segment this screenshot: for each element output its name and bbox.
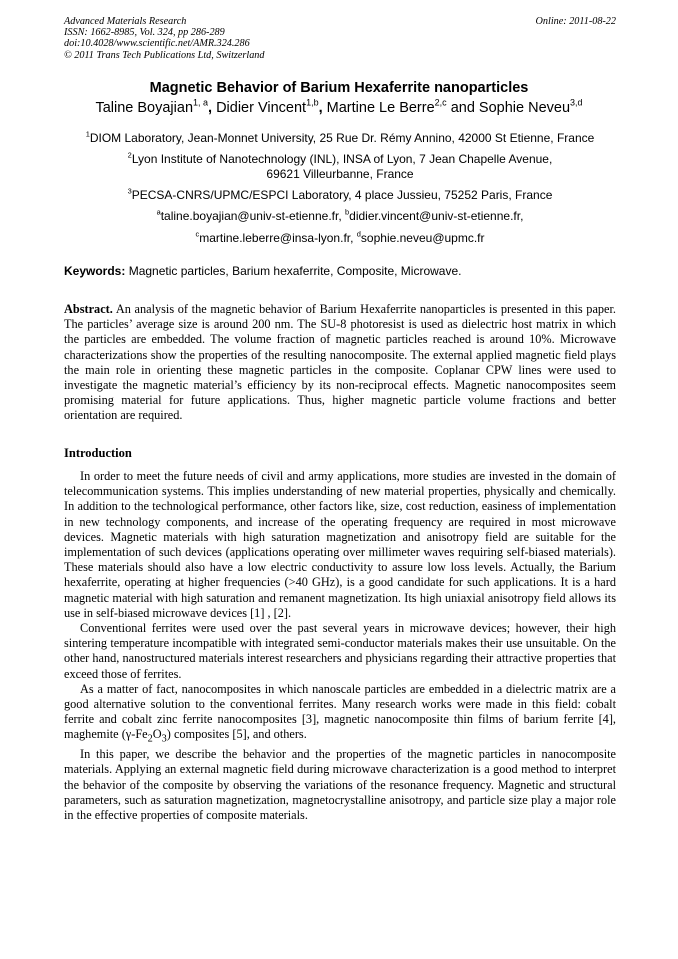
affiliation-3 xyxy=(64,188,616,203)
keywords-label: Keywords: xyxy=(64,264,126,278)
copyright: © 2011 Trans Tech Publications Ltd, Switzerland xyxy=(64,49,265,61)
paragraph xyxy=(64,682,616,747)
introduction-body xyxy=(64,469,616,823)
affiliation-1 xyxy=(64,131,616,146)
affiliation-2 xyxy=(110,152,570,182)
email-sup: a xyxy=(156,207,161,217)
email-sup: c xyxy=(195,229,200,239)
author-sup: 1, a xyxy=(193,97,209,108)
subscript: 2 xyxy=(147,733,153,745)
subscript: 3 xyxy=(161,733,167,745)
email-sup: d xyxy=(356,229,361,239)
abstract-label: Abstract. xyxy=(64,302,113,316)
paragraph-text: As a matter of fact, nanocomposites in which nanoscale particles are embedded in a dielectric matrix are a good alternative solution to the conventional ferrites. Many research works were made in this field: cobalt ferrite and cobalt zinc ferrite nanocomposites [3], magnetic nanocomposite thin films of barium ferrite [4], maghemite (γ-Fe xyxy=(64,681,616,742)
email-address: taline.boyajian@univ-st-etienne.fr, xyxy=(160,209,345,223)
author-sup: 2,c xyxy=(434,97,447,108)
paragraph: Conventional ferrites were used over the past several years in microwave devices; however, their high sintering temperature incompatible with integrated semi-conductor materials makes their use unsuitable. On the other hand, nanostructured materials interest researchers and physicians regarding their attractive properties that exceed those of ferrites. xyxy=(64,621,616,681)
journal-header xyxy=(64,16,616,61)
paragraph: In order to meet the future needs of civil and army applications, more studies are invested in the domain of telecommunication systems. This implies understanding of new material properties, physically and chemically. In addition to the technological performance, other factors like, size, cost reduction, easiness of implementation in new technology components, and increase of the operating frequency are required in most microwave devices. Magnetic materials with high saturation magnetization and anisotropy field are suitable for the implementation of such devices (applications operating over millimeter waves requiring self-biased materials). These materials should also have a low electric conductivity to assure low loss levels. Actually, the Barium hexaferrite, operating at higher frequencies (>40 GHz), is a good candidate for such applications. It is a hard magnetic material with high saturation and remanent magnetization. Its high uniaxial anisotropy field allows its use in self-biased microwave devices [1] , [2]. xyxy=(64,469,616,620)
section-heading-introduction: Introduction xyxy=(64,446,132,460)
email-address: martine.leberre@insa-lyon.fr, xyxy=(199,231,357,245)
email-line-2 xyxy=(64,231,616,246)
abstract-text: An analysis of the magnetic behavior of Barium Hexaferrite nanoparticles is presented in this paper. The particles’ average size is around 200 nm. The SU-8 photoresist is used as dielectric host matrix in which the particles are embedded. The volume fraction of magnetic particles reached is around 10%. Microwave characterizations show the properties of the resulting nanocomposite. The external applied magnetic field plays the main role in orienting these magnetic particles in the composite. Coplanar CPW lines were used to investigate the magnetic material’s efficiency by its non-reciprocal effects. Magnetic nanocomposites seem promising material for future applications. Thus, higher magnetic particle volume fractions and better orientation are required. xyxy=(64,302,616,423)
issn: ISSN: 1662-8985, Vol. 324, pp 286-289 xyxy=(64,27,225,39)
online-date: Online: 2011-08-22 xyxy=(535,16,616,27)
author-separator: , xyxy=(318,100,323,116)
email-address: sophie.neveu@upmc.fr xyxy=(360,231,485,245)
affiliation-sup: 1 xyxy=(85,129,90,139)
author-name: Didier Vincent xyxy=(216,100,307,116)
affiliation-sup: 2 xyxy=(127,150,132,160)
paragraph-text: ) composites [5], and others. xyxy=(166,727,307,742)
affiliation-sup: 3 xyxy=(127,186,132,196)
affiliation-text: DIOM Laboratory, Jean-Monnet University, 25 Rue Dr. Rémy Annino, 42000 St Etienne, France xyxy=(89,131,595,145)
author-name: Taline Boyajian xyxy=(95,100,194,116)
affiliation-text: PECSA-CNRS/UPMC/ESPCI Laboratory, 4 place Jussieu, 75252 Paris, France xyxy=(131,188,553,202)
paragraph: In this paper, we describe the behavior and the properties of the magnetic particles in nanocomposite materials. Applying an external magnetic field during microwave characterization is a good method to interpret the behavior of the composite by observing the variations of the resonance frequency. Magnetic and structural parameters, such as saturation magnetization, magnetocrystalline anisotropy, and particle size play a major role in the effective properties of composite materials. xyxy=(64,747,616,822)
affiliation-text: Lyon Institute of Nanotechnology (INL), INSA of Lyon, 7 Jean Chapelle Avenue, 69621 Villeurbanne, France xyxy=(131,152,553,181)
author-list xyxy=(0,97,678,116)
paragraph-text: O xyxy=(152,727,162,742)
abstract xyxy=(64,302,616,424)
email-address: didier.vincent@univ-st-etienne.fr, xyxy=(349,209,524,223)
author-sup: 3,d xyxy=(570,97,583,108)
paper-title: Magnetic Behavior of Barium Hexaferrite nanoparticles xyxy=(149,80,529,96)
email-sup: b xyxy=(345,207,350,217)
email-line-1 xyxy=(64,209,616,224)
author-sup: 1,b xyxy=(306,97,319,108)
keywords-text: Magnetic particles, Barium hexaferrite, Composite, Microwave. xyxy=(125,264,462,278)
journal-name: Advanced Materials Research xyxy=(64,16,187,27)
doi: doi:10.4028/www.scientific.net/AMR.324.286 xyxy=(64,38,250,50)
author-separator: , xyxy=(208,100,213,116)
author-separator: and xyxy=(450,100,475,116)
author-name: Martine Le Berre xyxy=(326,100,435,116)
author-name: Sophie Neveu xyxy=(478,100,571,116)
keywords xyxy=(64,264,616,278)
